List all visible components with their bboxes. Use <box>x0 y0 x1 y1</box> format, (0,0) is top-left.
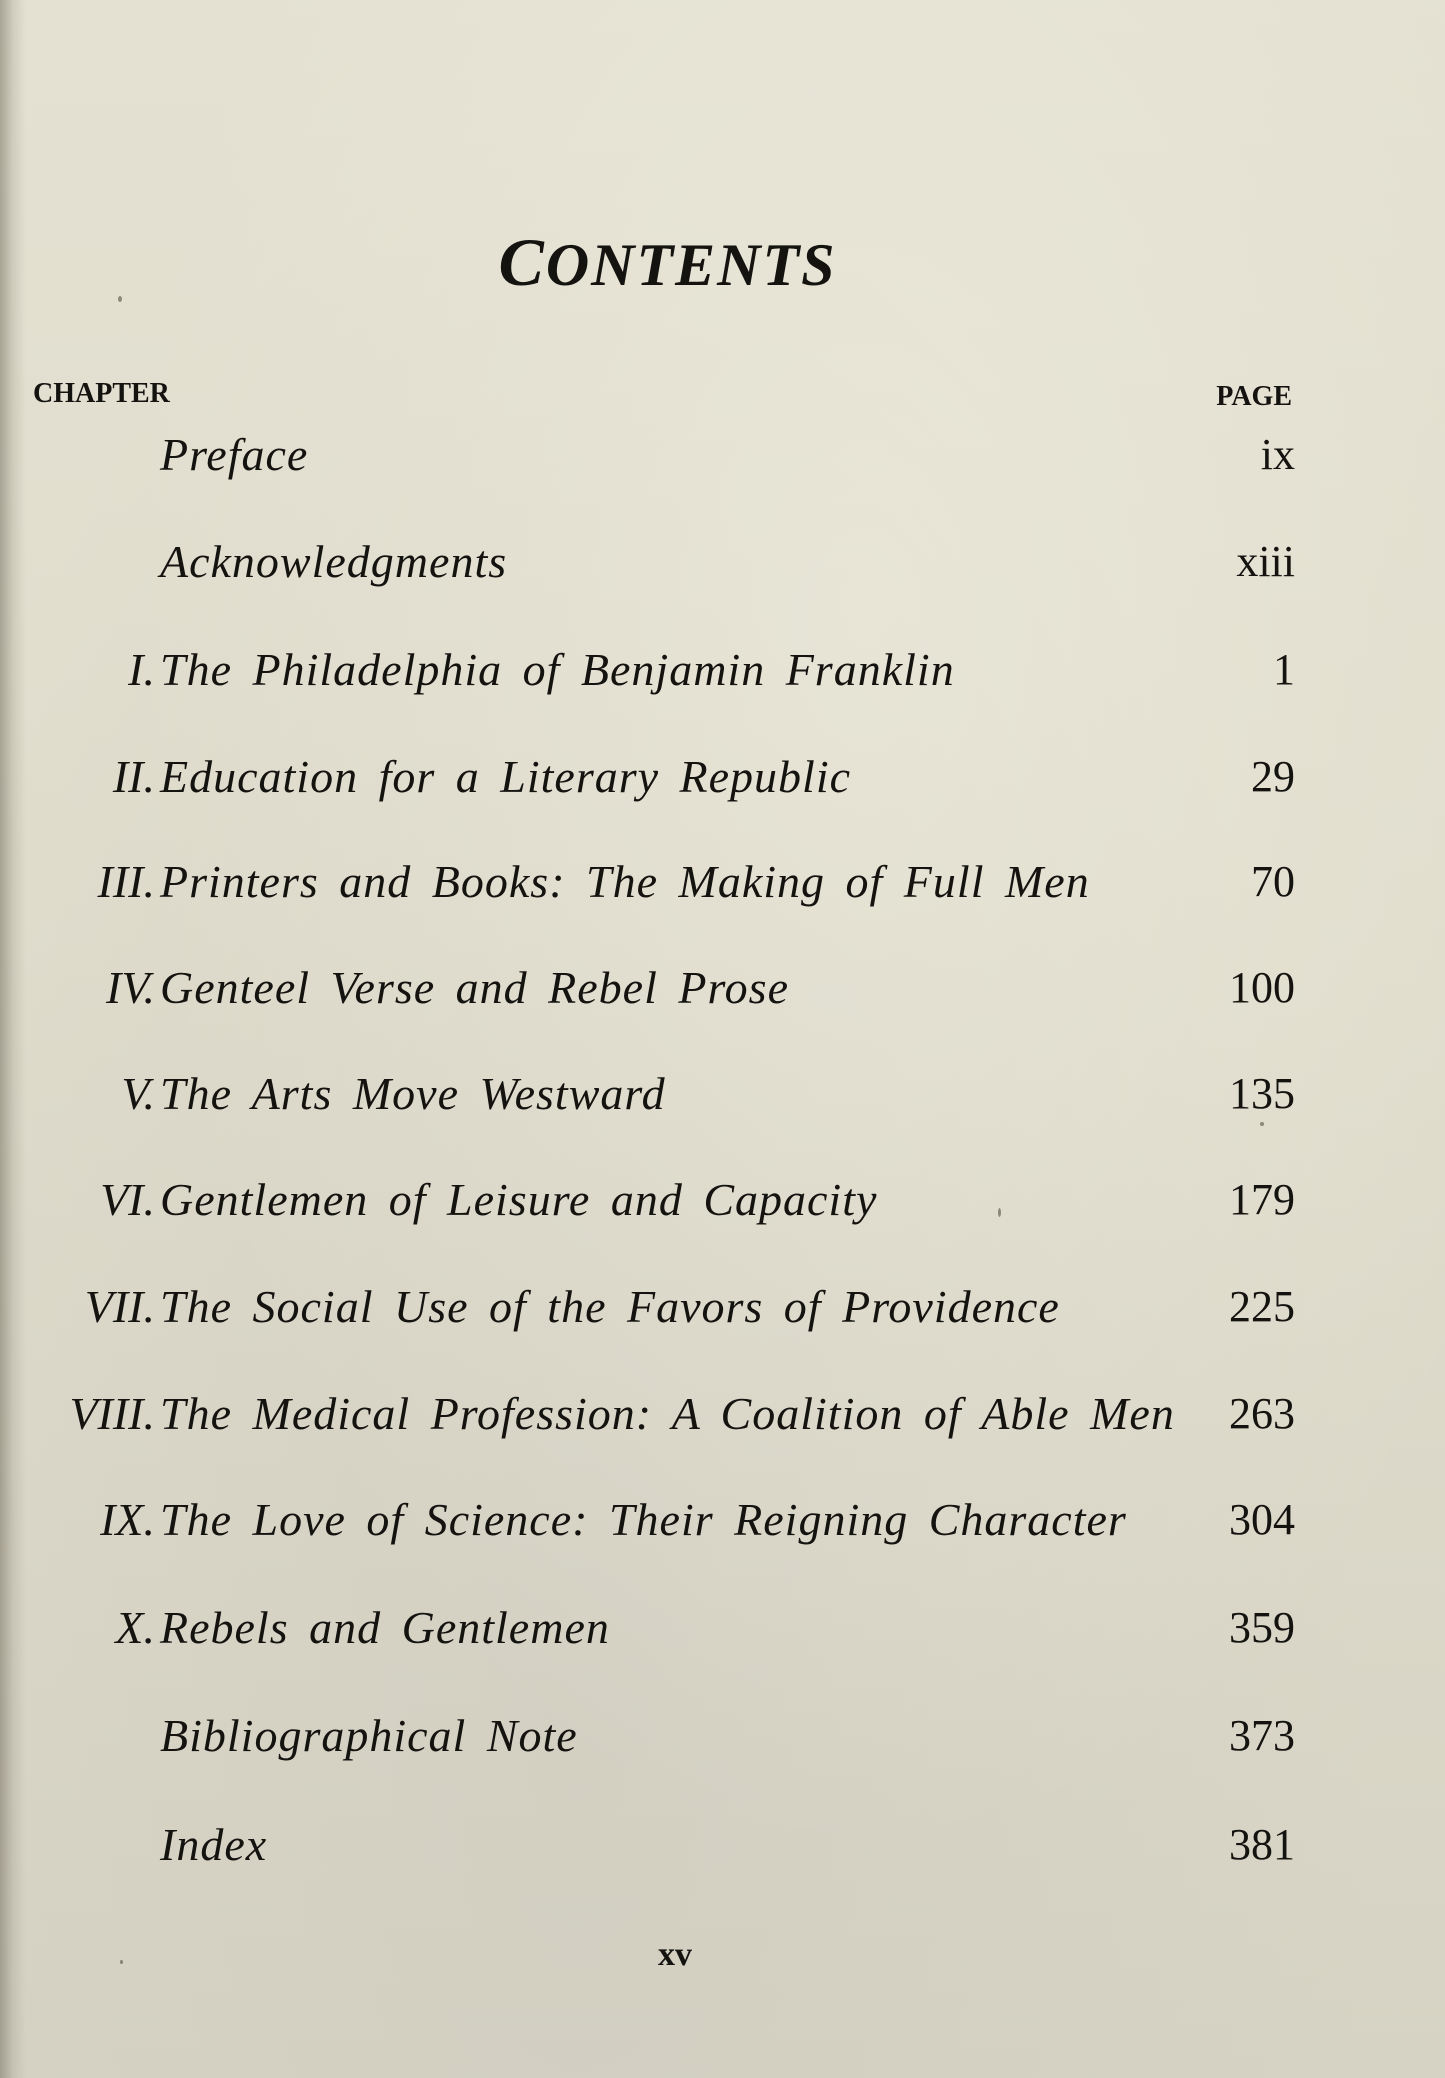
toc-entry-title: Printers and Books: The Making of Full Men <box>160 856 1090 907</box>
toc-entry-acknowledgments <box>0 532 1445 592</box>
toc-entry-index <box>0 1815 1445 1875</box>
toc-entry-page: 304 <box>1229 1495 1295 1544</box>
toc-entry-title: The Arts Move Westward <box>160 1068 666 1119</box>
toc-entry-chapter-2 <box>0 747 1445 807</box>
toc-entry-title: The Medical Profession: A Coalition of Able Men <box>160 1388 1175 1439</box>
toc-entry-preface <box>0 425 1445 485</box>
toc-entry-number: IX. <box>100 1494 155 1545</box>
toc-entry-number: VIII. <box>69 1388 155 1439</box>
spine-shadow <box>0 0 26 2078</box>
page-title-initial: C <box>498 224 546 301</box>
toc-entry-title: Education for a Literary Republic <box>160 751 852 802</box>
toc-entry-bibliographical-note <box>0 1706 1445 1766</box>
toc-entry-chapter-1 <box>0 640 1445 700</box>
toc-entry-title: Genteel Verse and Rebel Prose <box>160 962 789 1013</box>
toc-entry-title: The Love of Science: Their Reigning Character <box>160 1494 1127 1545</box>
toc-entry-page: 381 <box>1229 1820 1295 1869</box>
toc-entry-page: 29 <box>1251 752 1295 801</box>
toc-entry-page: 70 <box>1251 857 1295 906</box>
toc-entry-page: 100 <box>1229 963 1295 1012</box>
paper-speck <box>118 296 122 302</box>
toc-entry-title: Acknowledgments <box>160 536 508 587</box>
toc-entry-page: ix <box>1260 430 1295 479</box>
toc-entry-number: V. <box>121 1068 155 1119</box>
toc-entry-number: III. <box>97 856 155 907</box>
toc-entry-number: VI. <box>100 1174 155 1225</box>
toc-entry-title: Preface <box>160 429 309 480</box>
toc-entry-page: 135 <box>1229 1069 1295 1118</box>
toc-entry-page: xiii <box>1236 537 1295 586</box>
toc-entry-title: Index <box>160 1819 268 1870</box>
toc-entry-number: I. <box>128 644 155 695</box>
toc-entry-chapter-5 <box>0 1064 1445 1124</box>
toc-entry-page: 225 <box>1229 1282 1295 1331</box>
toc-entry-number: II. <box>112 751 155 802</box>
toc-entry-page: 263 <box>1229 1389 1295 1438</box>
toc-entry-page: 373 <box>1229 1711 1295 1760</box>
toc-entry-number: VII. <box>84 1281 155 1332</box>
chapter-column-label: CHAPTER <box>33 378 170 409</box>
toc-entry-title: Bibliographical Note <box>160 1710 578 1761</box>
page-folio: xv <box>658 1936 692 1973</box>
toc-entry-title: The Philadelphia of Benjamin Franklin <box>160 644 955 695</box>
toc-entry-title: Gentlemen of Leisure and Capacity <box>160 1174 878 1225</box>
toc-entry-chapter-6 <box>0 1170 1445 1230</box>
toc-entry-title: Rebels and Gentlemen <box>160 1602 610 1653</box>
page-title <box>0 224 1335 301</box>
toc-entry-chapter-10 <box>0 1598 1445 1658</box>
toc-entry-chapter-3 <box>0 852 1445 912</box>
toc-entry-chapter-8 <box>0 1384 1445 1444</box>
toc-entry-page: 359 <box>1229 1603 1295 1652</box>
page-column-label: PAGE <box>1216 381 1292 412</box>
page-title-rest: ONTENTS <box>545 232 837 299</box>
toc-entry-page: 179 <box>1229 1175 1295 1224</box>
toc-entry-page: 1 <box>1273 645 1295 694</box>
toc-entry-chapter-4 <box>0 958 1445 1018</box>
toc-entry-chapter-9 <box>0 1490 1445 1550</box>
toc-entry-number: X. <box>115 1602 155 1653</box>
toc-entry-title: The Social Use of the Favors of Providence <box>160 1281 1060 1332</box>
toc-entry-number: IV. <box>106 962 155 1013</box>
toc-entry-chapter-7 <box>0 1277 1445 1337</box>
